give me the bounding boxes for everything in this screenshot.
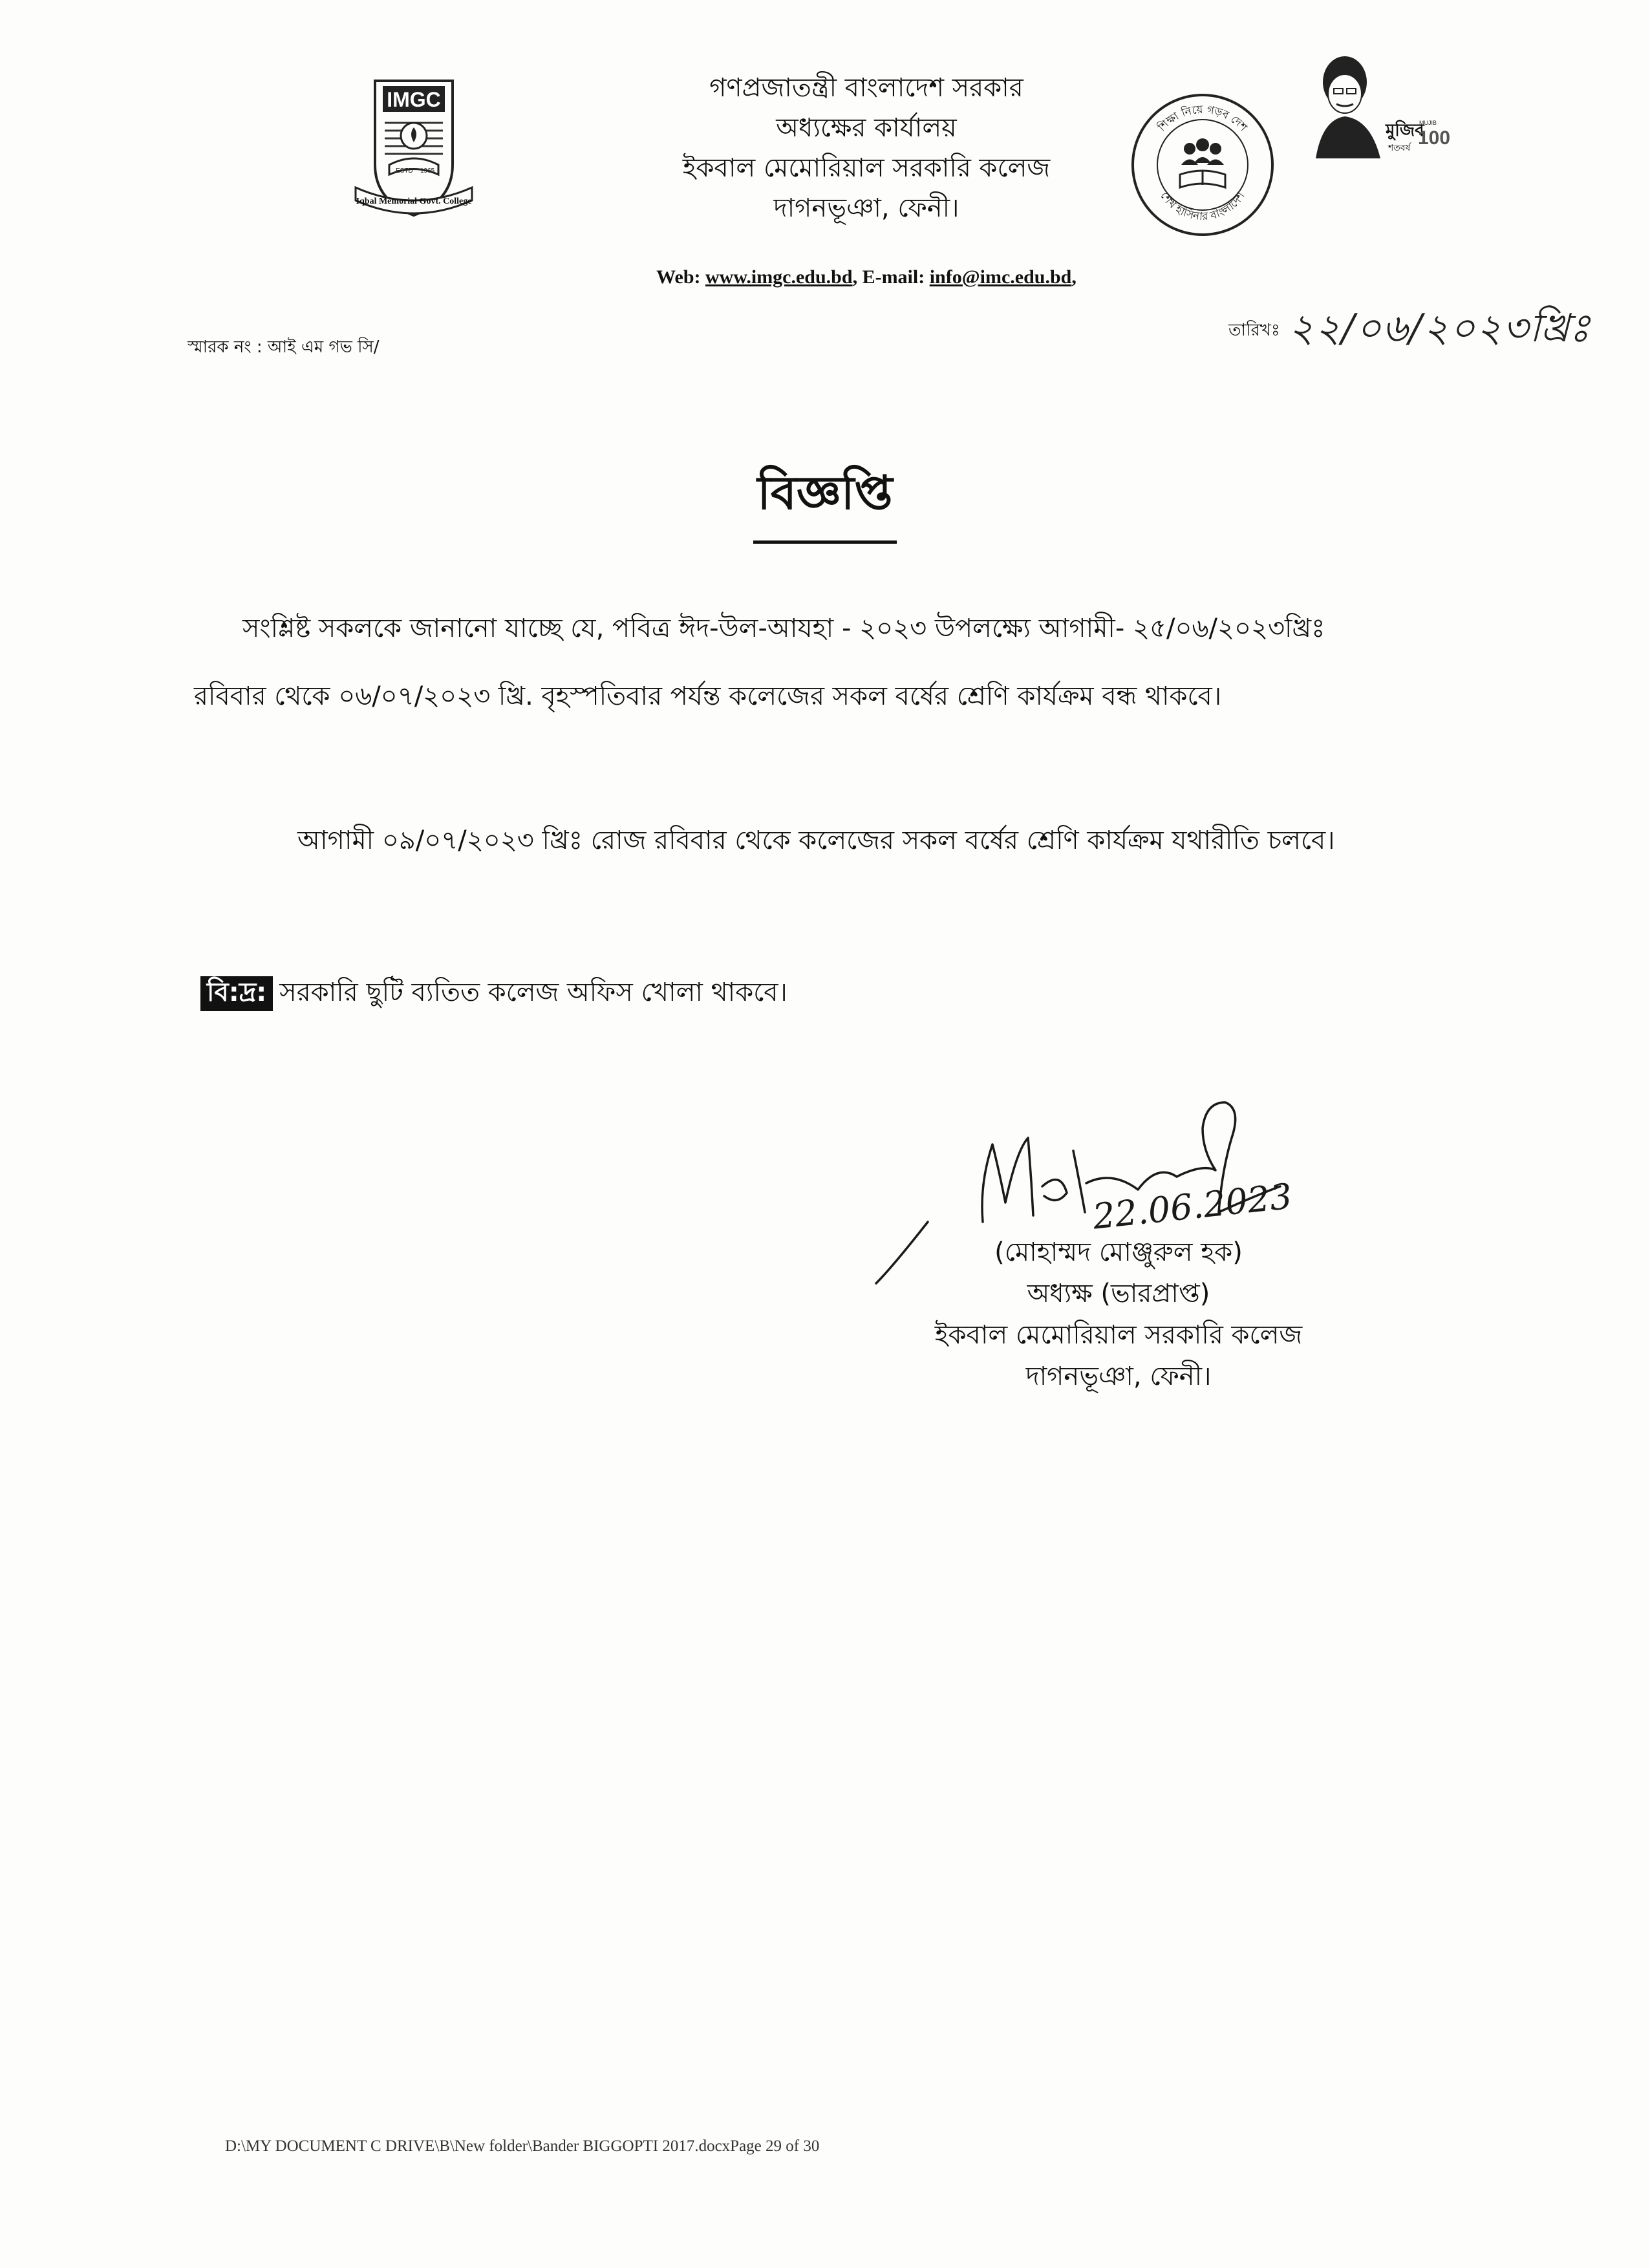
paragraph-2: আগামী ০৯/০৭/২০২৩ খ্রিঃ রোজ রবিবার থেকে কলেজের সকল বর্ষের শ্রেণি কার্যক্রম যথারীতি চলবে। <box>297 826 1335 855</box>
contact-tail: , <box>1071 266 1077 288</box>
signature-date: 22.06.2023 <box>1091 1175 1294 1237</box>
note-text: সরকারি ছুটি ব্যতিত কলেজ অফিস খোলা থাকবে। <box>279 978 788 1007</box>
mujib-text: মুজিব <box>1386 121 1424 140</box>
signatory-block <box>866 1232 1371 1397</box>
notice-title-text: বিজ্ঞপ্তি <box>753 458 896 544</box>
note-line <box>200 972 788 1015</box>
note-tag: বি:দ্র: <box>200 976 273 1011</box>
date-block <box>1228 299 1591 363</box>
paragraph-1-line-1: সংশ্লিষ্ট সকলকে জানানো যাচ্ছে যে, পবিত্র ঈদ-উল-আযহা - ২০২৩ উপলক্ষ্যে আগামী- ২৫/০৬/২০২৩খ্রিঃ <box>242 614 1325 643</box>
signatory-designation: অধ্যক্ষ (ভারপ্রাপ্ত) <box>1027 1279 1210 1309</box>
date-label: তারিখঃ <box>1228 321 1280 340</box>
seal-bottom-text: শেখ হাসিনার বাংলাদেশ <box>1157 189 1248 224</box>
web-label: Web: <box>656 266 701 288</box>
paragraph-1-line-2: রবিবার থেকে ০৬/০৭/২০২৩ খ্রি. বৃহস্পতিবার পর্যন্ত কলেজের সকল বর্ষের শ্রেণি কার্যক্রম বন্ধ থাকবে। <box>194 681 1222 711</box>
svg-text:শিক্ষা নিয়ে গড়ব দেশ <box>1155 103 1250 134</box>
mujib-number: 100 <box>1418 127 1451 149</box>
signatory-location: দাগনভূঞা, ফেনী। <box>1025 1362 1212 1391</box>
office-name: অধ্যক্ষের কার্যালয় <box>776 113 957 143</box>
signatory-institution: ইকবাল মেমোরিয়াল সরকারি কলেজ <box>934 1320 1303 1350</box>
mujib-sub-text: শতবর্ষ <box>1388 143 1411 153</box>
mujib-en-text: MUJIB <box>1419 120 1437 126</box>
signatory-name: (মোহাম্মদ মোঞ্জুরুল হক) <box>994 1237 1243 1267</box>
mujib-100-icon <box>1309 48 1452 162</box>
crest-ribbon-text: Iqbal Memorial Govt. College <box>356 197 472 206</box>
web-link[interactable]: www.imgc.edu.bd <box>705 266 853 288</box>
college-crest-icon <box>349 68 478 223</box>
svg-text:শেখ হাসিনার বাংলাদেশ <box>1157 189 1248 224</box>
email-label: , E-mail: <box>852 266 925 288</box>
contact-line <box>491 266 1241 288</box>
email-link[interactable]: info@imc.edu.bd <box>929 266 1072 288</box>
notice-title <box>0 458 1650 544</box>
seal-top-text: শিক্ষা নিয়ে গড়ব দেশ <box>1155 103 1250 134</box>
college-location: দাগনভূঞা, ফেনী। <box>773 193 959 223</box>
govt-name: গণপ্রজাতন্ত্রী বাংলাদেশ সরকার <box>709 73 1023 103</box>
crest-year: 1965 <box>420 167 435 175</box>
memo-number: স্মারক নং : আই এম গভ সি/ <box>188 337 380 357</box>
college-name: ইকবাল মেমোরিয়াল সরকারি কলেজ <box>682 153 1051 183</box>
file-path-footer: D:\MY DOCUMENT C DRIVE\B\New folder\Bander BIGGOPTI 2017.docxPage 29 of 30 <box>225 2137 820 2155</box>
date-value: ২২/০৬/২০২৩খ্রিঃ <box>1288 306 1592 351</box>
crest-acronym: IMGC <box>387 88 441 111</box>
seal-icon <box>1128 91 1277 239</box>
crest-estd: ESTD <box>396 167 413 175</box>
